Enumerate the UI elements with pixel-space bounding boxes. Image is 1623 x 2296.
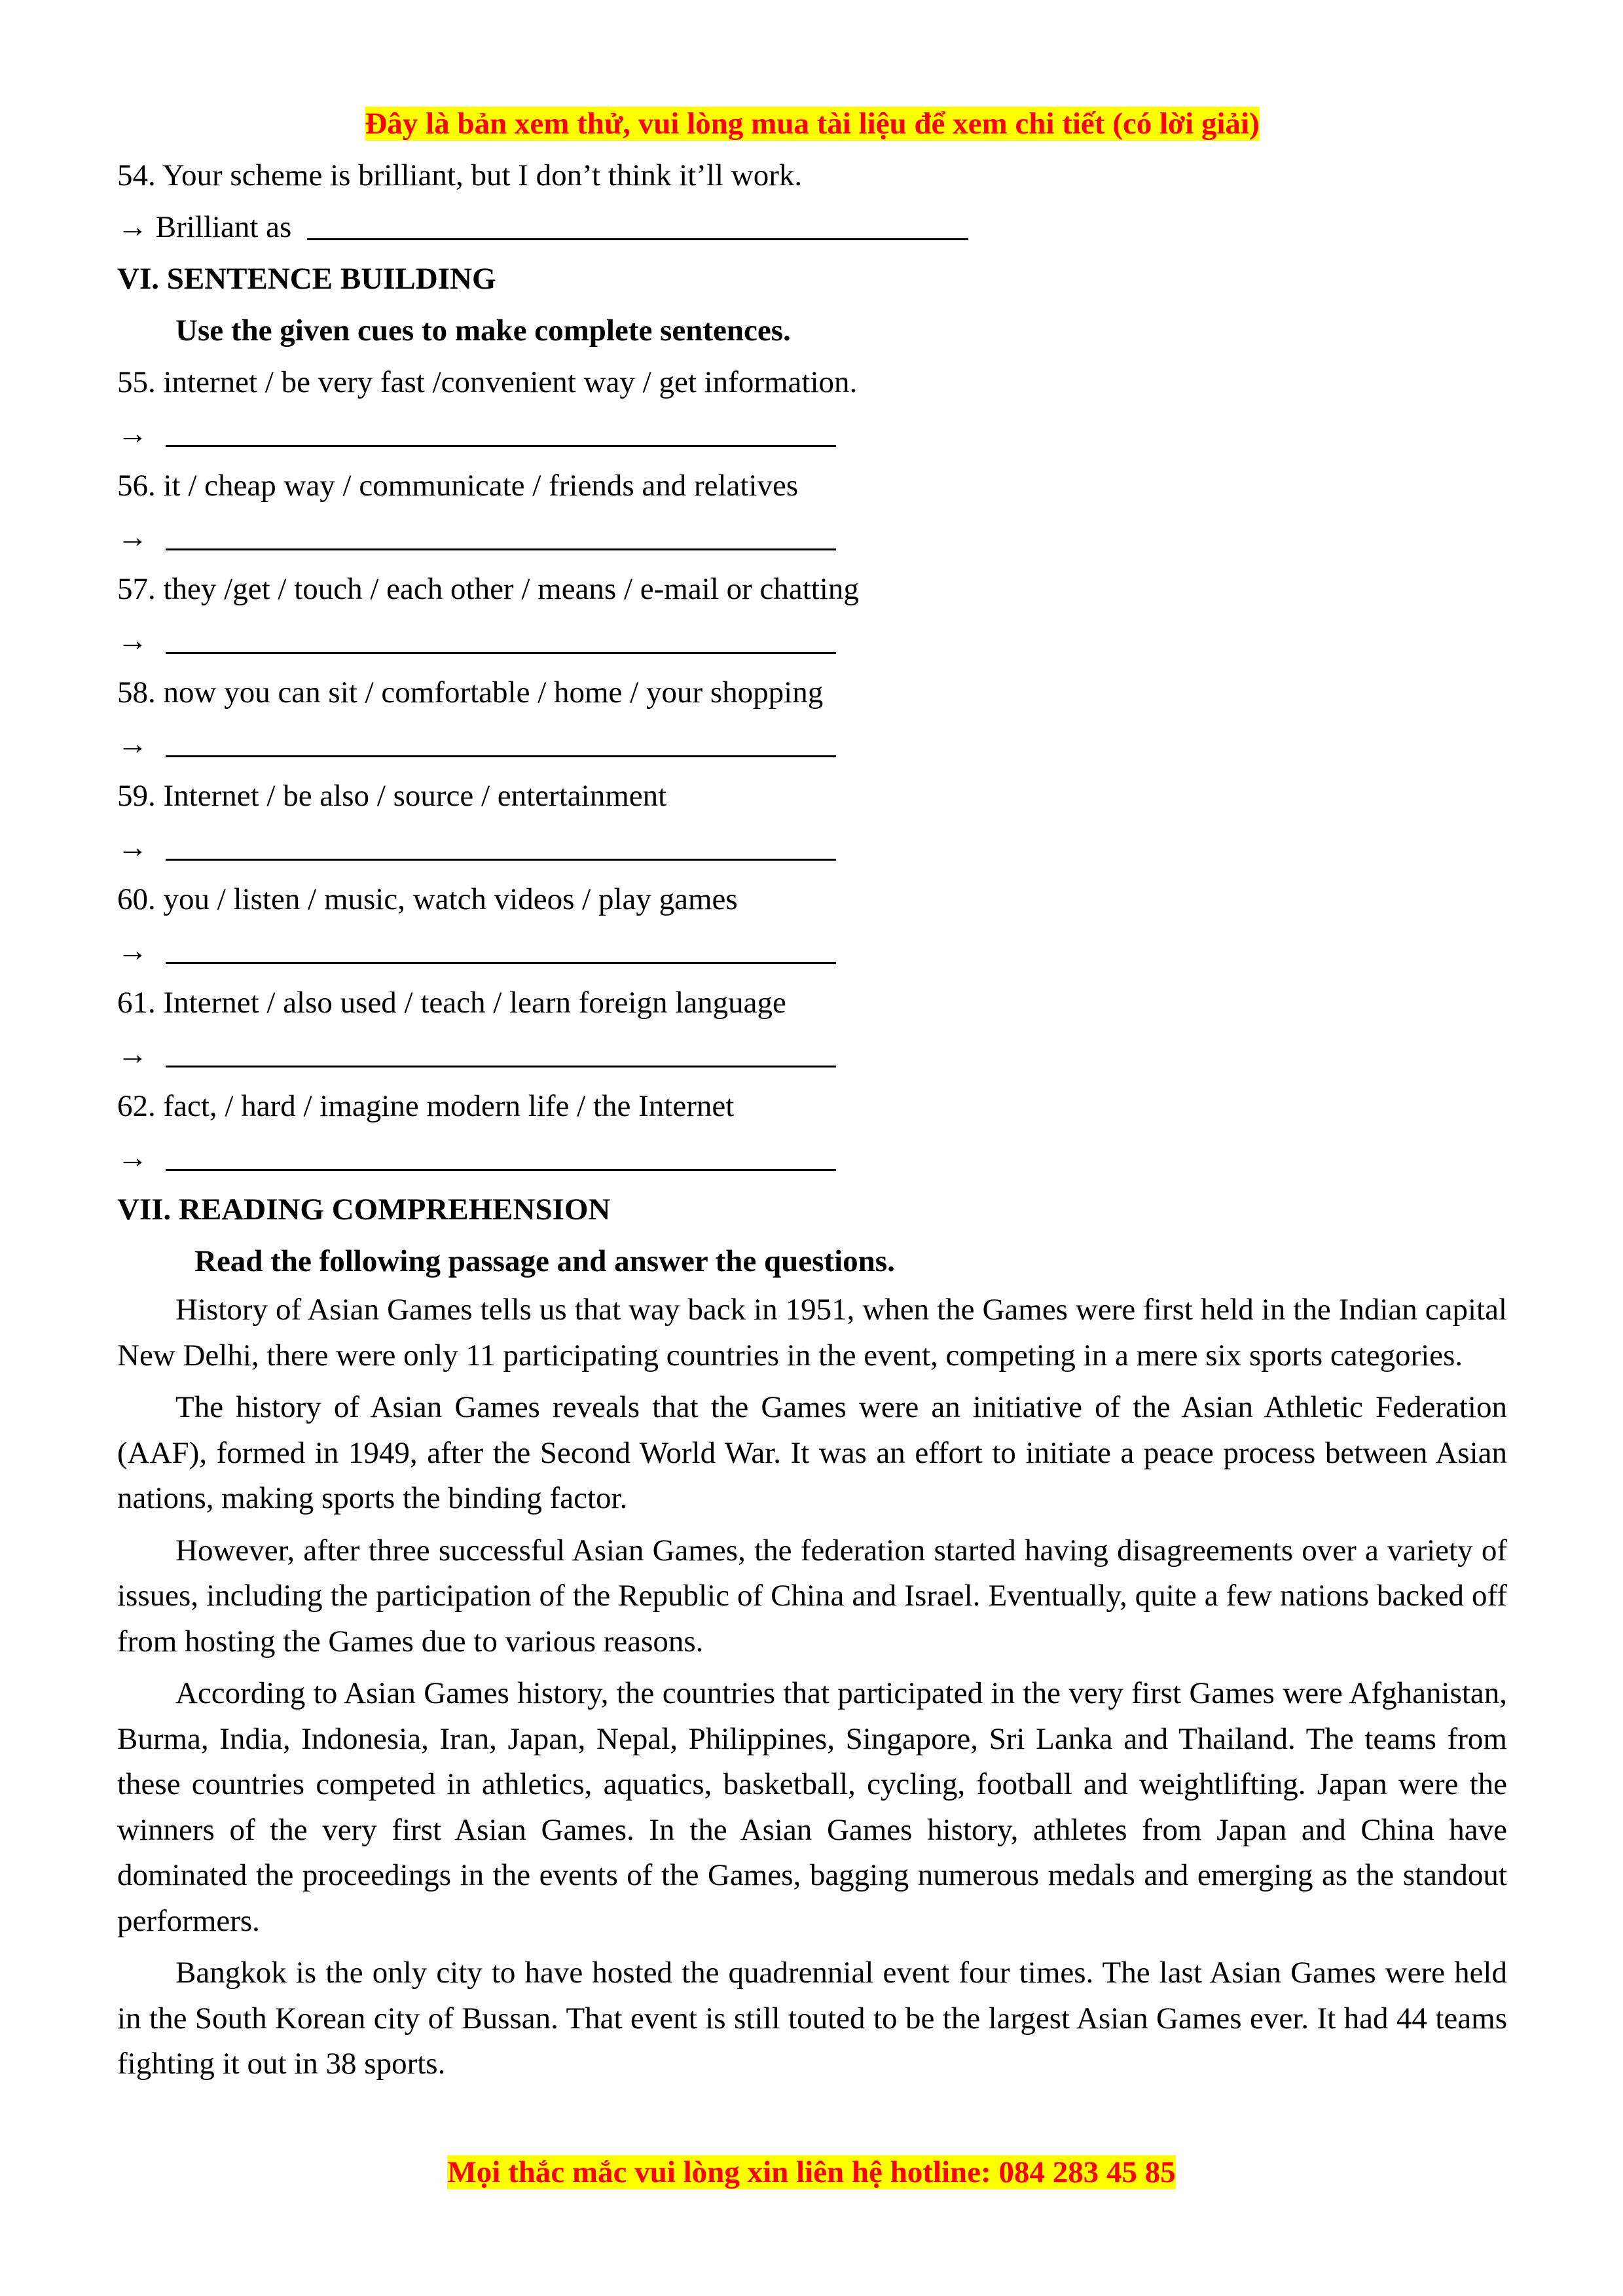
answer-blank[interactable] bbox=[166, 1029, 836, 1067]
answer-blank[interactable] bbox=[166, 719, 836, 757]
arrow-icon: → bbox=[117, 624, 148, 658]
preview-notice-banner bbox=[117, 98, 1507, 150]
cue-item: 56. it / cheap way / communicate / friends and relatives bbox=[117, 469, 799, 503]
passage-paragraph: History of Asian Games tells us that way back in 1951, when the Games were first held in the Indian capital New Delhi, there were only 11 participating countries in the event, competing in a mere six sports categories. bbox=[117, 1293, 1507, 1372]
sentence-building-list bbox=[117, 357, 1507, 1184]
passage-paragraph: However, after three successful Asian Games, the federation started having disagreements over a variety of issues, including the participation of the Republic of China and Israel. Eventually, quite a few nations backed off from hosting the Games due to various reasons. bbox=[117, 1533, 1507, 1659]
arrow-icon: → bbox=[117, 1141, 148, 1175]
answer-line bbox=[117, 1029, 1507, 1081]
arrow-icon: → bbox=[117, 1037, 148, 1071]
question-54: 54. Your scheme is brilliant, but I don’t think it’ll work. bbox=[117, 158, 803, 192]
answer-line bbox=[117, 925, 1507, 977]
cue-item: 60. you / listen / music, watch videos / play games bbox=[117, 882, 738, 916]
answer-blank[interactable] bbox=[166, 1132, 836, 1171]
arrow-icon: → bbox=[117, 934, 148, 968]
section-instruction: Use the given cues to make complete sentences. bbox=[175, 314, 791, 348]
answer-line bbox=[117, 1132, 1507, 1184]
question-54-answer bbox=[117, 202, 1507, 253]
answer-line bbox=[117, 719, 1507, 770]
answer-blank[interactable] bbox=[166, 615, 836, 654]
preview-notice-text: Đây là bản xem thử, vui lòng mua tài liệu để xem chi tiết (có lời giải) bbox=[365, 107, 1260, 141]
reading-passage bbox=[117, 1287, 1507, 2087]
document-page bbox=[117, 98, 1507, 2094]
passage-paragraph: According to Asian Games history, the countries that participated in the very first Games were Afghanistan, Burma, India, Indonesia, Iran, Japan, Nepal, Philippines, Singapore, Sri Lanka and Thailand. The teams from these countries competed in athletics, aquatics, basketball, cycling, football and weightlifting. Japan were the winners of the very first Asian Games. In the Asian Games history, athletes from Japan and China have dominated the proceedings in the events of the Games, bagging numerous medals and emerging as the standout performers. bbox=[117, 1676, 1507, 1938]
answer-line bbox=[117, 512, 1507, 564]
answer-prefix: → Brilliant as bbox=[117, 210, 292, 244]
cue-item: 61. Internet / also used / teach / learn foreign language bbox=[117, 986, 786, 1020]
cue-item: 55. internet / be very fast /convenient way / get information. bbox=[117, 365, 858, 399]
arrow-icon: → bbox=[117, 520, 148, 554]
answer-blank[interactable] bbox=[166, 512, 836, 550]
answer-line bbox=[117, 615, 1507, 667]
section-instruction: Read the following passage and answer the questions. bbox=[194, 1244, 895, 1278]
hotline-banner bbox=[0, 2147, 1623, 2198]
arrow-icon: → bbox=[117, 831, 148, 865]
section-title-sentence-building: VI. SENTENCE BUILDING bbox=[117, 262, 496, 296]
cue-item: 57. they /get / touch / each other / means / e-mail or chatting bbox=[117, 572, 859, 606]
cue-item: 58. now you can sit / comfortable / home / your shopping bbox=[117, 675, 824, 709]
answer-blank[interactable] bbox=[166, 408, 836, 447]
answer-blank[interactable] bbox=[307, 202, 968, 240]
passage-paragraph: The history of Asian Games reveals that the Games were an initiative of the Asian Athletic Federation (AAF), formed in 1949, after the Second World War. It was an effort to initiate a peace process between Asian nations, making sports the binding factor. bbox=[117, 1390, 1507, 1515]
answer-blank[interactable] bbox=[166, 925, 836, 964]
answer-line bbox=[117, 822, 1507, 874]
answer-line bbox=[117, 408, 1507, 460]
arrow-icon: → bbox=[117, 417, 148, 451]
answer-blank[interactable] bbox=[166, 822, 836, 861]
cue-item: 62. fact, / hard / imagine modern life / the Internet bbox=[117, 1089, 735, 1123]
section-title-reading-comprehension: VII. READING COMPREHENSION bbox=[117, 1193, 611, 1227]
cue-item: 59. Internet / be also / source / entertainment bbox=[117, 779, 667, 813]
hotline-text: Mọi thắc mắc vui lòng xin liên hệ hotline: 084 283 45 85 bbox=[447, 2155, 1176, 2189]
arrow-icon: → bbox=[117, 727, 148, 761]
passage-paragraph: Bangkok is the only city to have hosted the quadrennial event four times. The last Asian Games were held in the South Korean city of Bussan. That event is still touted to be the largest Asian Games ever. It had 44 teams fighting it out in 38 sports. bbox=[117, 1956, 1507, 2081]
